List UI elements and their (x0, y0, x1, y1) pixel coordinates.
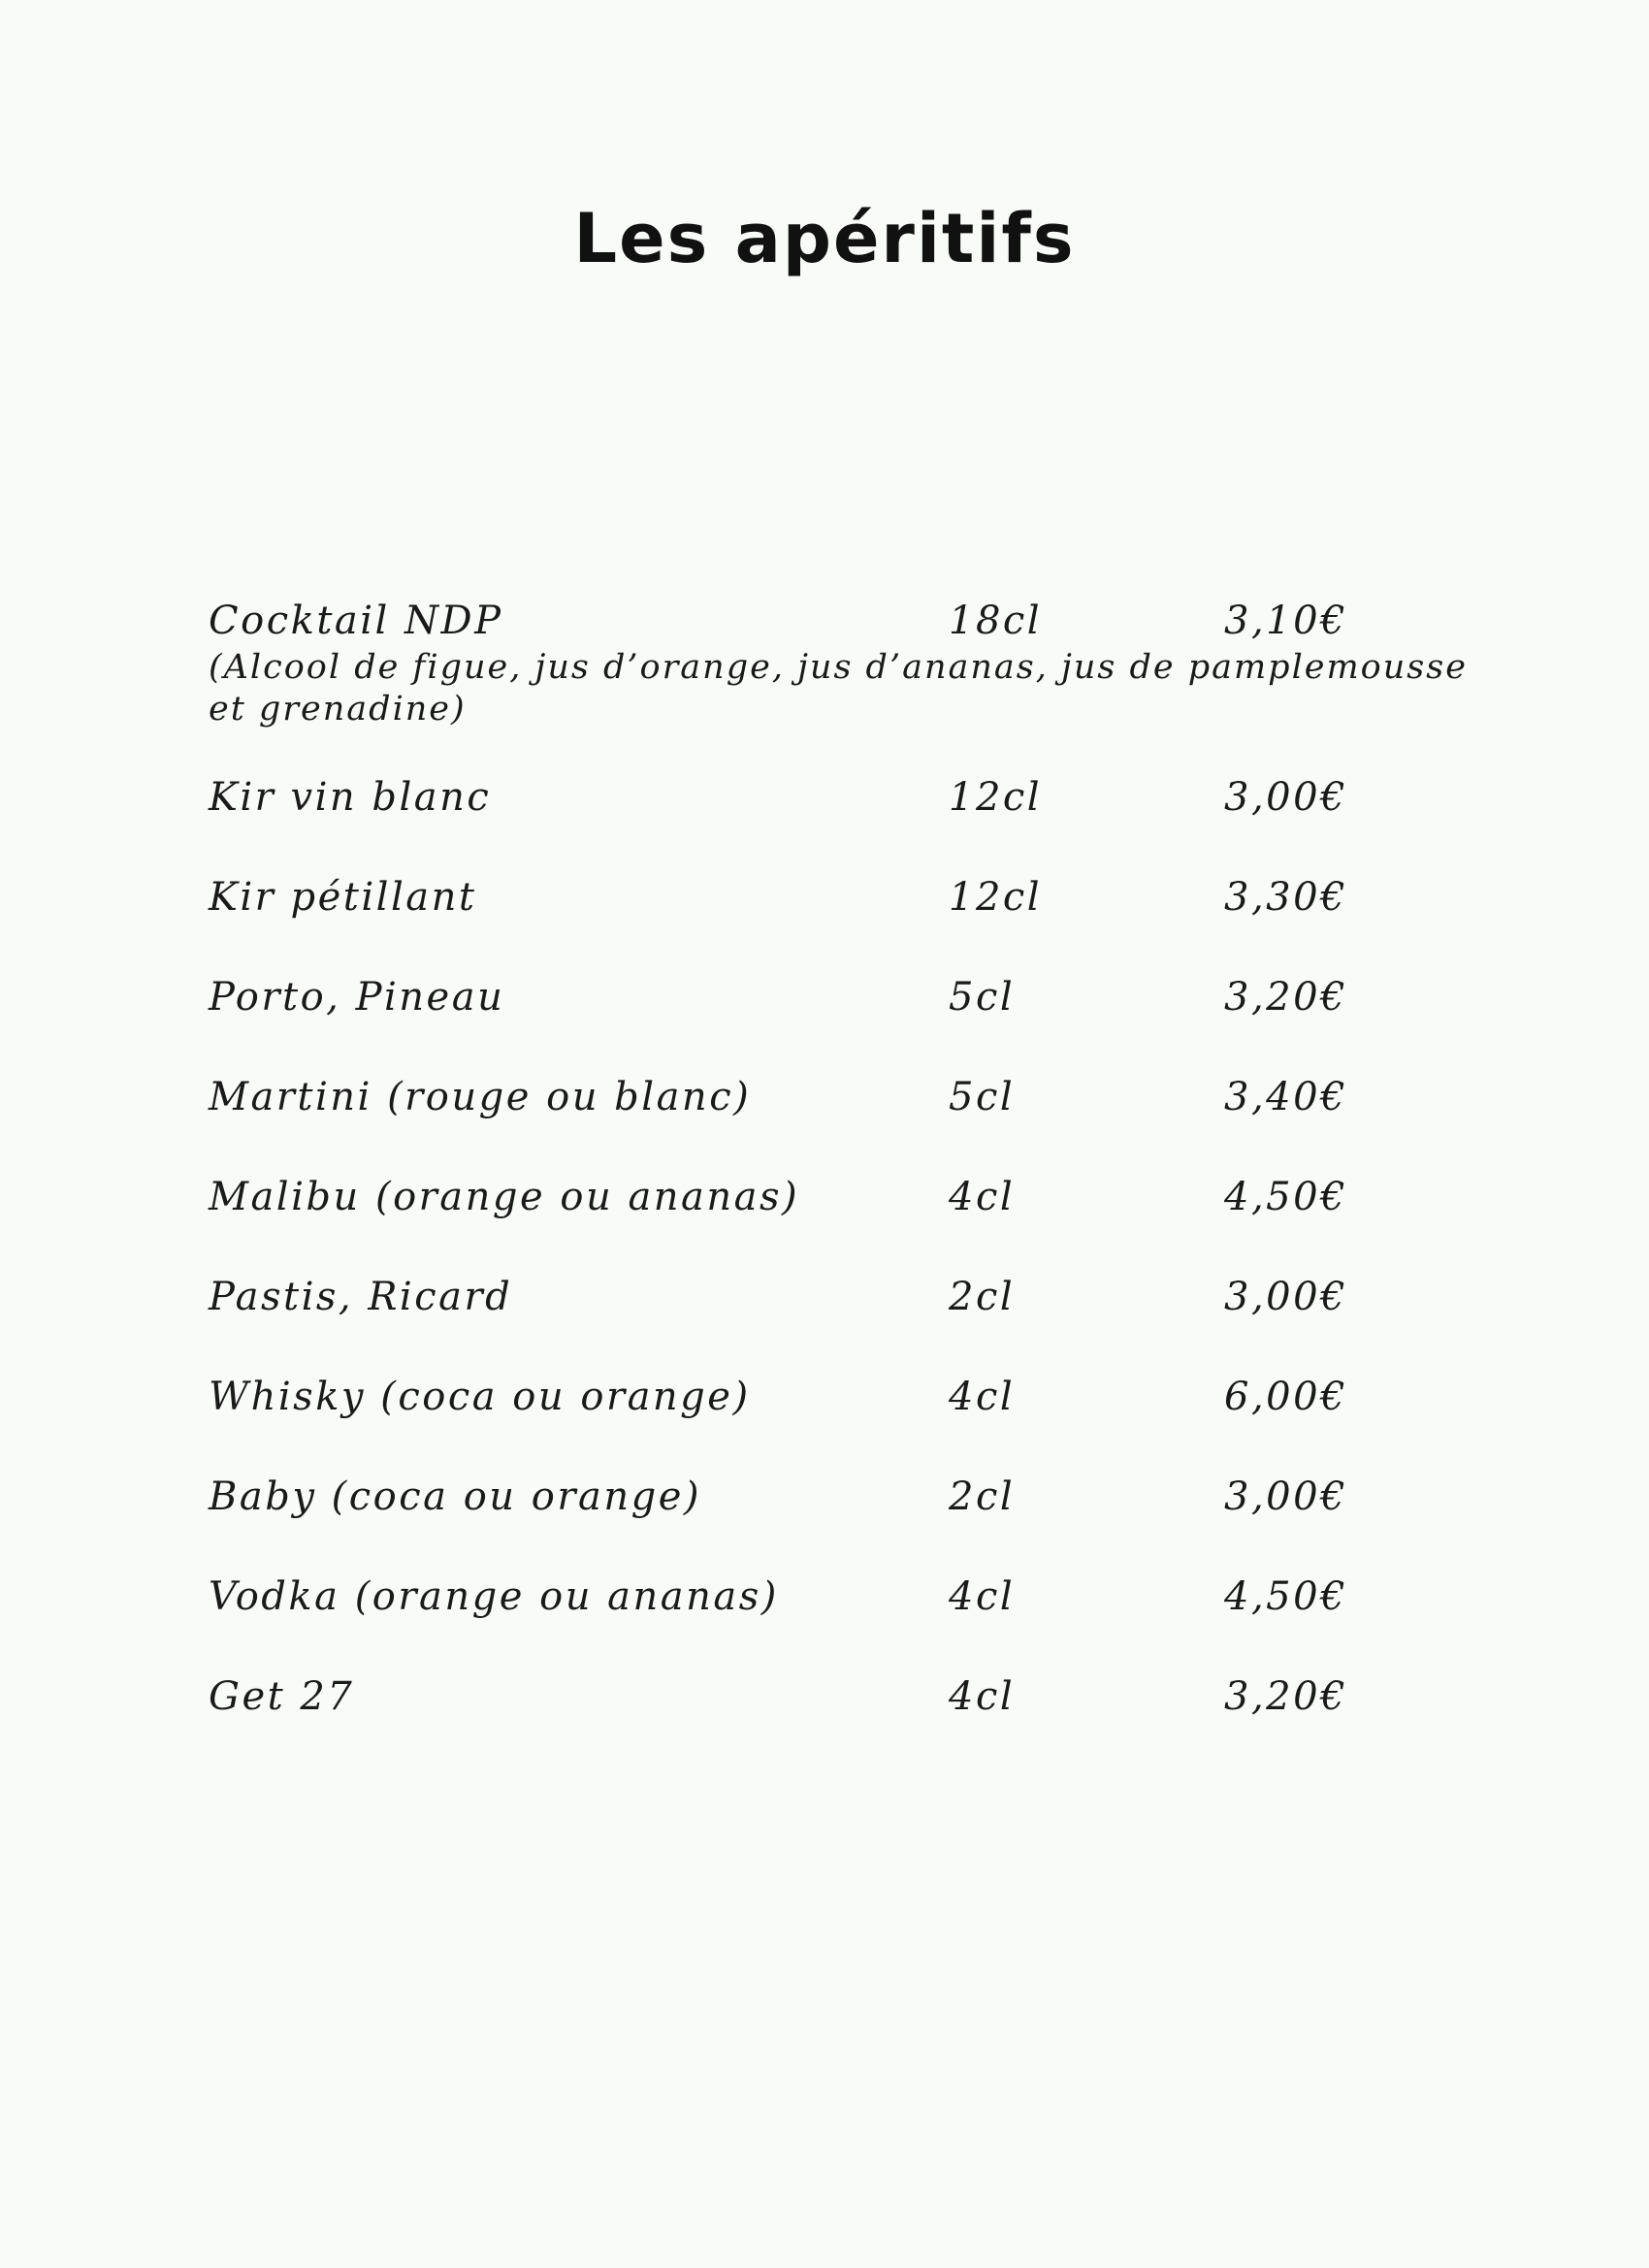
item-volume: 4cl (949, 1574, 1016, 1619)
menu-item (209, 1572, 1518, 1621)
item-name: Kir pétillant (209, 875, 477, 920)
item-volume: 18cl (949, 599, 1043, 643)
item-description: (Alcool de figue, jus d’orange, jus d’ananas, jus de pamplemousse et grenadine) (209, 648, 1468, 729)
item-volume: 4cl (949, 1375, 1016, 1419)
item-price: 6,00€ (1224, 1375, 1348, 1419)
item-volume: 4cl (949, 1175, 1016, 1219)
item-price: 3,00€ (1224, 1275, 1348, 1319)
item-name: Cocktail NDP (209, 599, 503, 643)
item-volume: 2cl (949, 1275, 1016, 1319)
item-name: Baby (coca ou orange) (209, 1474, 701, 1519)
item-volume: 12cl (949, 775, 1043, 820)
item-name: Pastis, Ricard (209, 1275, 513, 1319)
page-title: Les apéritifs (573, 199, 1076, 278)
item-name: Martini (rouge ou blanc) (209, 1075, 752, 1119)
item-price: 4,50€ (1224, 1175, 1348, 1219)
menu-item (209, 1073, 1518, 1121)
item-volume: 5cl (949, 1075, 1016, 1119)
item-volume: 12cl (949, 875, 1043, 920)
menu-item (209, 1373, 1518, 1421)
item-name: Get 27 (209, 1674, 355, 1719)
item-name: Whisky (coca ou orange) (209, 1375, 751, 1419)
item-price: 3,00€ (1224, 775, 1348, 820)
menu-item (209, 873, 1518, 922)
item-volume: 2cl (949, 1474, 1016, 1519)
menu-item (209, 1473, 1518, 1521)
item-name: Malibu (orange ou ananas) (209, 1175, 800, 1219)
item-price: 3,30€ (1224, 875, 1348, 920)
item-name: Kir vin blanc (209, 775, 492, 820)
item-price: 4,50€ (1224, 1574, 1348, 1619)
menu-item (209, 1672, 1518, 1721)
item-price: 3,20€ (1224, 975, 1348, 1020)
menu-item (209, 1173, 1518, 1221)
menu-item (209, 1273, 1518, 1321)
item-name: Porto, Pineau (209, 975, 505, 1020)
item-price: 3,20€ (1224, 1674, 1348, 1719)
item-volume: 4cl (949, 1674, 1016, 1719)
item-price: 3,10€ (1224, 599, 1348, 643)
item-price: 3,40€ (1224, 1075, 1348, 1119)
item-price: 3,00€ (1224, 1474, 1348, 1519)
aperitif-list (209, 597, 1518, 1772)
menu-item-cocktail-ndp (209, 597, 1518, 730)
item-volume: 5cl (949, 975, 1016, 1020)
menu-item (209, 973, 1518, 1021)
item-name: Vodka (orange ou ananas) (209, 1574, 779, 1619)
menu-item-row (209, 597, 1518, 645)
menu-item (209, 773, 1518, 822)
